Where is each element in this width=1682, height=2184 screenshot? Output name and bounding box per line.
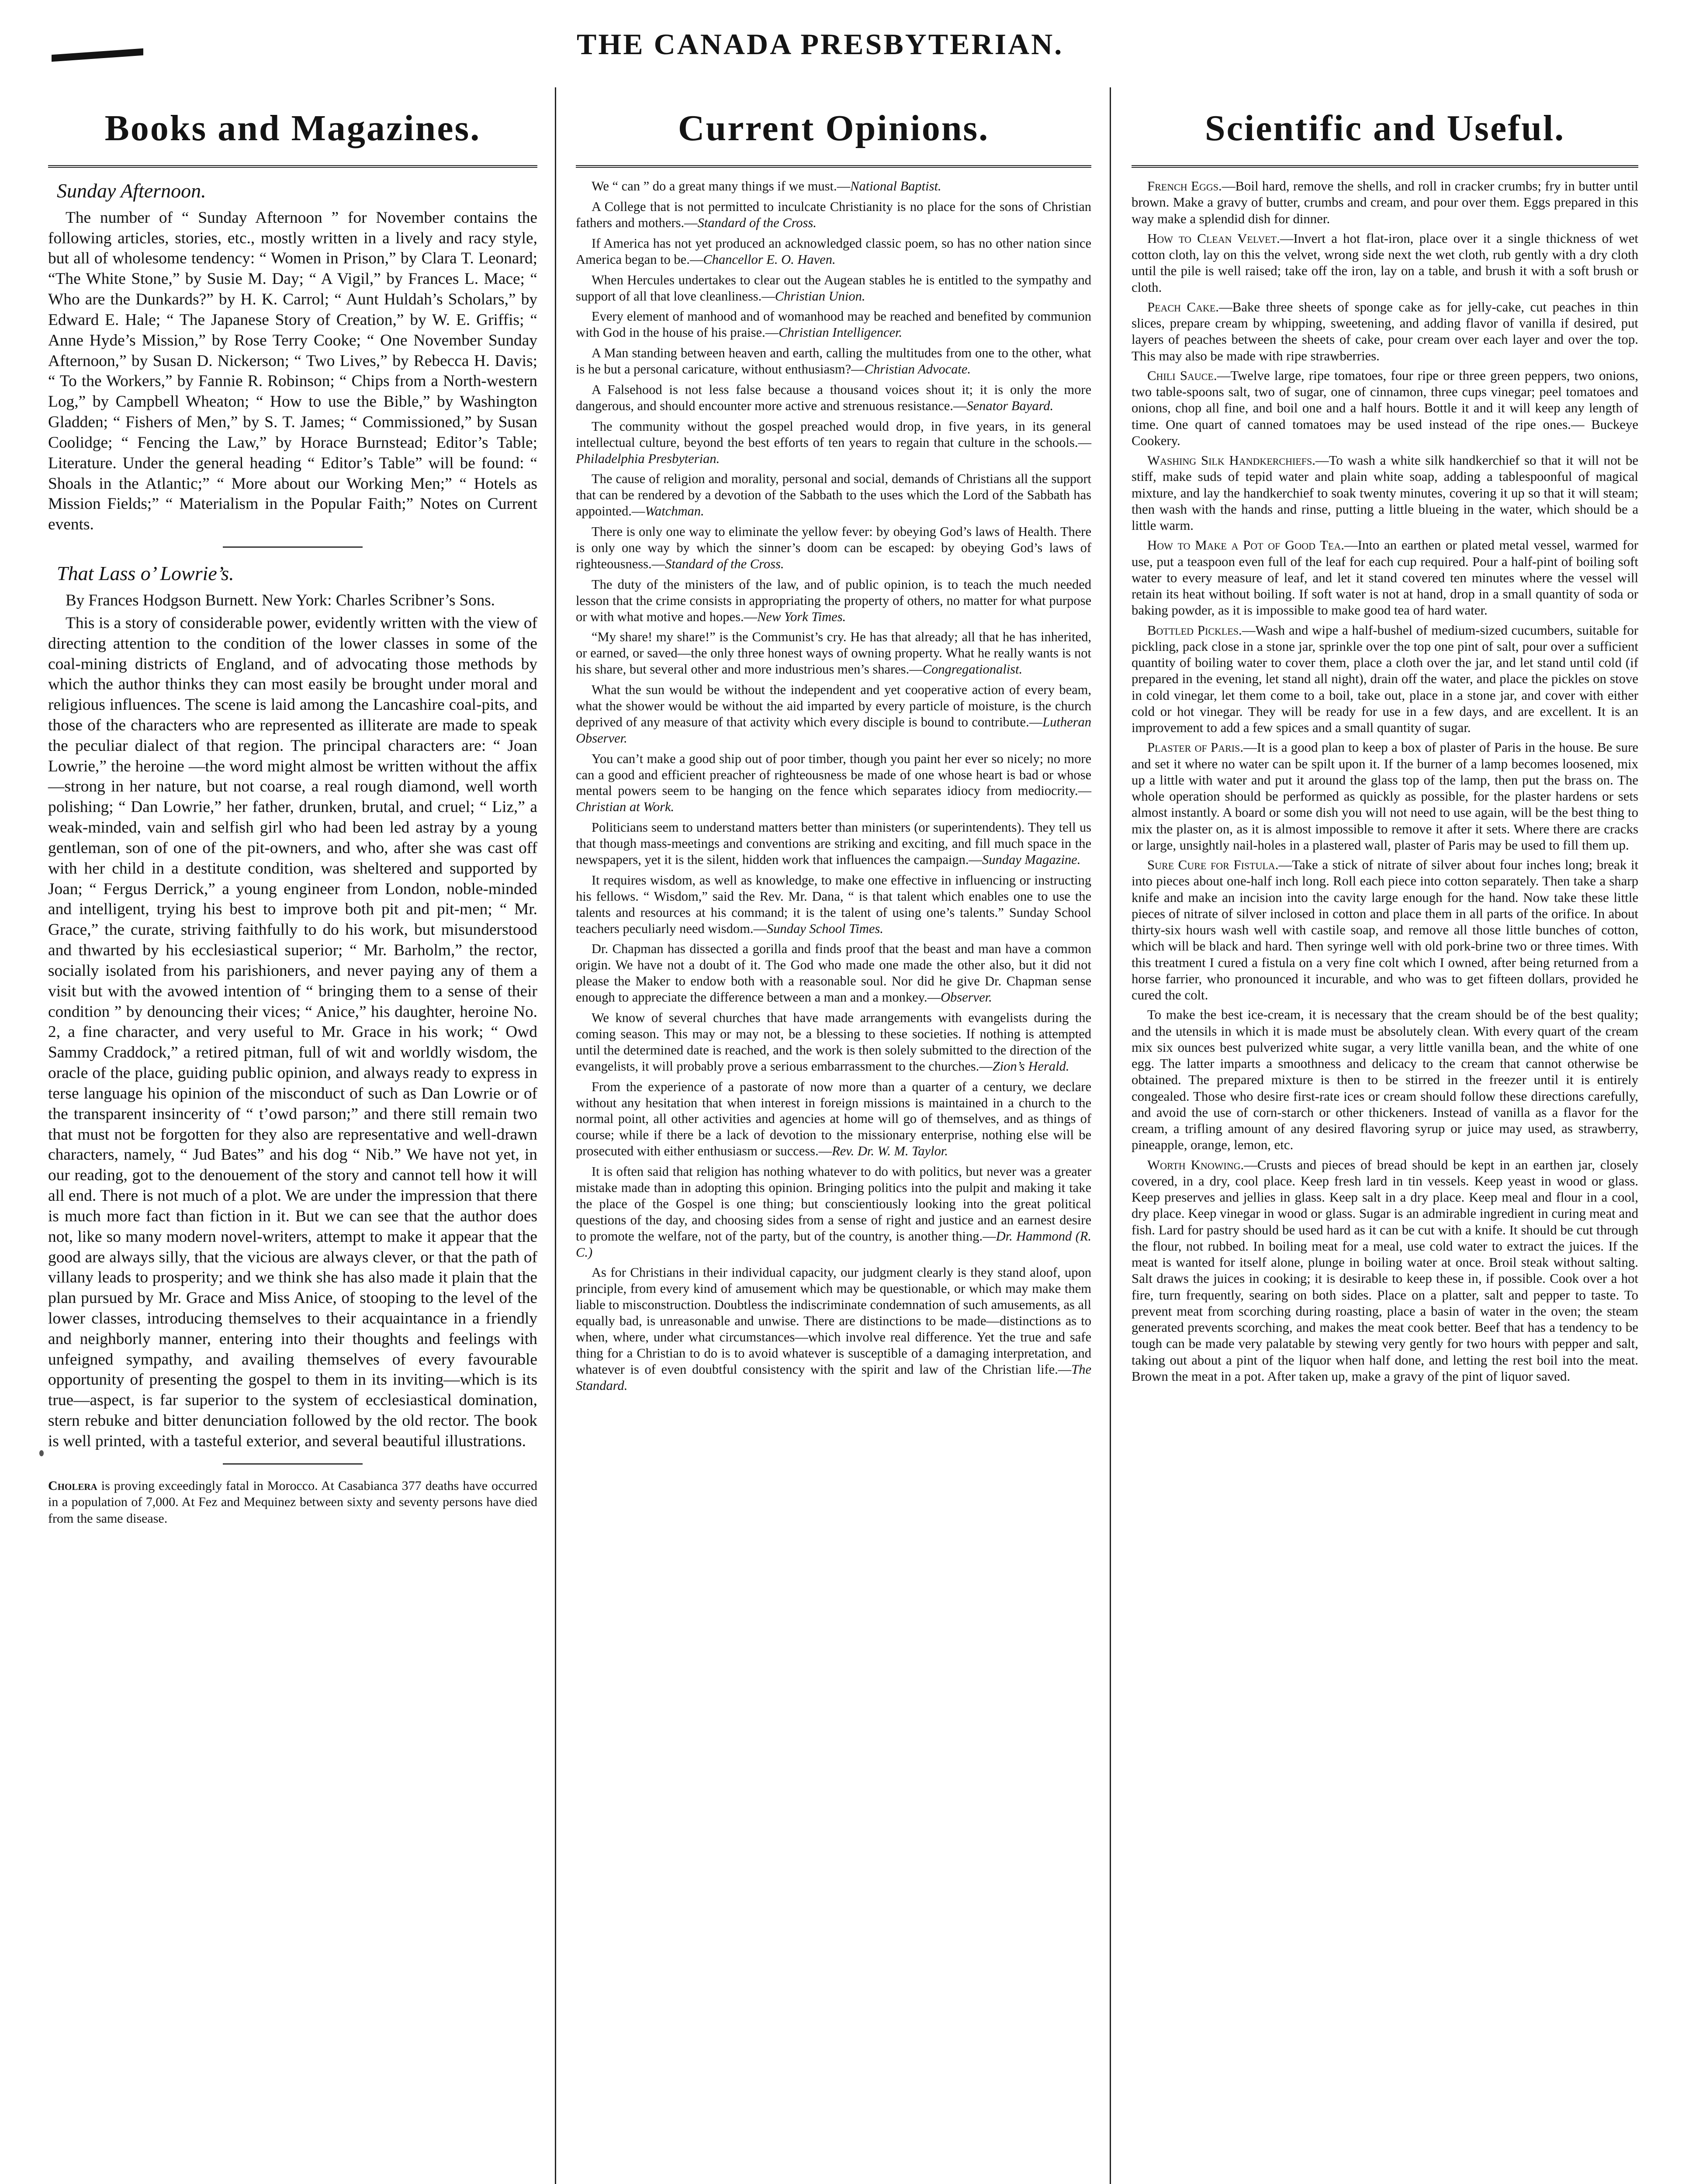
opinion-text: What the sun would be without the independent and yet cooperative action of every beam, what the shower would be without the aid imparted by every particle of moisture, is the church deprived of any measure of that activity which every disciple is bound to contribute.— xyxy=(576,682,1091,729)
column-heading: Books and Magazines. xyxy=(104,108,481,149)
recipe-text: —To wash a white silk handkerchief so that it will not be stiff, make suds of tepid water and plain white soap, adding a tablespoonful of magical mixture, and lay the handkerchief to soak twenty minutes, covering it up so that it will steam; then wash with the hands and rinse, putting a little blueing in the water, which should be a little warm. xyxy=(1132,453,1638,533)
recipe-item xyxy=(1132,622,1638,736)
recipe-text: —Crusts and pieces of bread should be kept in an earthen jar, closely covered, in a dry, cool place. Keep fresh lard in tin vessels. Keep yeast in wood or glass. Keep preserves and jellies in glass. Keep salt in a dry place. Keep meal and flour in a cool, dry place. Keep vinegar in wood or glass. Sugar is an admirable ingredient in curing meat and fish. Lard for pastry should be used hard as it can be cut with a knife. It should be cut through the flour, not rubbed. In boiling meat for a meal, use cold water to extract the juices. If the meat is wanted for itself alone, plunge in boiling water at once. Broil steak without salting. Salt draws the juices in cooking; it is desirable to keep these in, if possible. Cook over a hot fire, turn frequently, searing on both sides. Place on a platter, salt and pepper to taste. To prevent meat from scorching during roasting, place a basin of water in the oven; the steam generated prevents scorching, and makes the meat cook better. Beef that has a tendency to be tough can be made very palatable by stewing very gently for two hours with pepper and salt, taking out about a pint of the liquor when half done, and letting the rest boil into the meat. Brown the meat in a pot. After taken up, make a gravy of the pint of liquor saved. xyxy=(1132,1157,1638,1384)
column-heading: Current Opinions. xyxy=(678,108,990,149)
opinion-source: Christian Union. xyxy=(775,288,865,304)
opinion-source: The Standard. xyxy=(576,1362,1091,1393)
opinion-item xyxy=(576,751,1091,816)
review-title: Sunday Afternoon. xyxy=(57,180,206,202)
recipe-item xyxy=(1132,368,1638,449)
opinion-text: It is often said that religion has nothing whatever to do with politics, but never was a greater mistake made than in adopting this opinion. Bringing politics into the pulpit and making it take the place of the Gospel is one thing; but conscientiously looking into the great political questions of the day, and choosing sides from a sense of right and justice and an earnest desire to promote the welfare, not of the party, but of the country, is another thing.— xyxy=(576,1164,1091,1244)
recipe-list xyxy=(1132,178,1638,1385)
opinion-item xyxy=(576,345,1091,377)
recipe-title: How to Make a Pot of Good Tea. xyxy=(1147,538,1344,553)
opinion-text: A College that is not permitted to inculcate Christianity is no place for the sons of Christian fathers and mothers.— xyxy=(576,199,1091,230)
opinion-item xyxy=(576,178,1091,194)
recipe-item xyxy=(1132,299,1638,364)
opinion-text: Politicians seem to understand matters better than ministers (or superintendents). They tell us that though mass-meetings and conventions are striking and exciting, and fill much space in the newspapers, yet it is the silent, hidden work that influences the campaign.— xyxy=(576,820,1091,867)
opinion-text: As for Christians in their individual capacity, our judgment clearly is they stand aloof, upon principle, from every kind of amusement which may be questionable, or which may make them liable to misconstruction. Doubtless the indiscriminate condemnation of such amusements, as all equally bad, is unreasonable and unwise. There are distinctions to be made—distinctions as to when, where, under what circumstances—which involve real difference. Yet the true and safe thing for a Christian to do is to avoid whatever is susceptible of a damaging interpretation, and whatever is of even doubtful consistency with the spirit and law of the Christian life.— xyxy=(576,1265,1091,1377)
opinion-source: Christian Advocate. xyxy=(864,362,971,377)
recipe-title: Worth Knowing. xyxy=(1147,1157,1244,1172)
opinion-item xyxy=(576,577,1091,625)
opinion-source: Dr. Hammond (R. C.) xyxy=(576,1228,1091,1260)
opinion-source: Standard of the Cross. xyxy=(697,215,817,230)
opinion-source: Congregationalist. xyxy=(922,662,1023,677)
note-lead: Cholera xyxy=(48,1478,97,1493)
recipe-text: To make the best ice-cream, it is necessary that the cream should be of the best quality; and the utensils in which it is made must be absolutely clean. With every quart of the cream mix six ounces best pulverized white sugar, a very little vanilla bean, and the white of one egg. The latter imparts a smoothness and delicacy to the cream that cannot otherwise be obtained. The prepared mixture is then to be stirred in the freezer until it is entirely congealed. Those who desire first-rate ices or cream should follow these directions carefully, and avoid the use of corn-starch or other thickeners. Instead of vanilla as a flavor for the cream, a trifling amount of any desired flavoring syrup or juice may used, as strawberry, pineapple, orange, lemon, etc. xyxy=(1132,1007,1638,1153)
opinion-text: We “ can ” do a great many things if we must.— xyxy=(592,179,851,194)
masthead xyxy=(0,0,1682,66)
opinion-text: A Falsehood is not less false because a thousand voices shout it; it is only the more dangerous, and should encounter more active and strenuous resistance.— xyxy=(576,382,1091,413)
recipe-title: How to Clean Velvet. xyxy=(1147,231,1280,246)
opinion-source: Watchman. xyxy=(645,504,704,519)
opinion-item xyxy=(576,872,1091,937)
opinion-item xyxy=(576,272,1091,304)
opinion-source: New York Times. xyxy=(757,609,846,624)
opinion-item xyxy=(576,308,1091,341)
recipe-item xyxy=(1132,1157,1638,1385)
recipe-item xyxy=(1132,231,1638,296)
recipe-title: Chili Sauce. xyxy=(1147,368,1217,383)
recipe-text: —Twelve large, ripe tomatoes, four ripe or three green peppers, two onions, two table-spoons salt, two of sugar, one of cinnamon, three cups vinegar; peel tomatoes and onions, chop all fine, and boil one and a half hours. Bottle it and it will keep any length of time. One quart of canned tomatoes may be used instead of the ripe ones.— Buckeye Cookery. xyxy=(1132,368,1638,448)
opinion-source: Sunday School Times. xyxy=(767,921,883,936)
opinion-source: Rev. Dr. W. M. Taylor. xyxy=(832,1144,948,1159)
opinion-text: The duty of the ministers of the law, and of public opinion, is to teach the much needed lesson that the crime consists in appropriating the property of others, no matter for what purpose or with what motive and hopes.— xyxy=(576,577,1091,624)
opinion-source: Chancellor E. O. Haven. xyxy=(703,252,836,267)
recipe-item xyxy=(1132,453,1638,534)
recipe-item xyxy=(1132,857,1638,1003)
recipe-text: —Take a stick of nitrate of silver about four inches long; break it into pieces about one-half inch long. Roll each piece into cotton separately. Then take a sharp knife and make an incision into the cavity large enough for the hand. Now take these little pieces of nitrate of silver inclosed in cotton and place them in all parts of the orifice. In about thirty-six hours wash well with castile soap, and remove all those little bunches of cotton, which will be black and hard. Then syringe well with old pork-brine two or three times. With this treatment I cured a fistula on a very fine colt which I owned, after being returned from a horse farrier, who pronounced it incurable, and who was to get fifteen dollars, provided he cured the colt. xyxy=(1132,857,1638,1003)
recipe-text: —Invert a hot flat-iron, place over it a single thickness of wet cotton cloth, lay on this the velvet, wrong side next the wet cloth, rub gently with a dry cloth until the pile is well raised; take off the iron, lay on a table, and brush it with a soft brush or cloth. xyxy=(1132,231,1638,295)
article-body xyxy=(48,178,537,1527)
opinion-source: National Baptist. xyxy=(850,179,941,194)
recipe-title: Peach Cake. xyxy=(1147,299,1219,314)
opinion-text: It requires wisdom, as well as knowledge, to make one effective in influencing or instructing his fellows. “ Wisdom,” said the Rev. Mr. Dana, “ is that talent which enables one to use the talents and resources at his command; it is the talent of using one’s talents.” Sunday School teachers peculiarly need wisdom.— xyxy=(576,872,1091,936)
column-books-and-magazines xyxy=(48,92,537,2184)
opinion-item xyxy=(576,1079,1091,1159)
opinion-item xyxy=(576,819,1091,868)
recipe-text: —Bake three sheets of sponge cake as for jelly-cake, cut peaches in thin slices, prepare cream by whipping, sweetening, and adding flavor of vanilla if desired, put layers of peaches between the sheets of cake, pour cream over each layer and over the top. This may also be made with ripe strawberries. xyxy=(1132,299,1639,363)
heading-rule xyxy=(1132,165,1638,168)
newspaper-title: THE CANADA PRESBYTERIAN. xyxy=(577,28,1064,61)
opinion-text: The community without the gospel preached would drop, in five years, in its general intellectual culture, beyond the best efforts of ten years to regain that culture in the schools.— xyxy=(576,418,1091,450)
opinion-item xyxy=(576,682,1091,746)
opinion-source: Sunday Magazine. xyxy=(982,852,1081,867)
opinion-source: Lutheran Observer. xyxy=(576,714,1091,746)
recipe-item xyxy=(1132,1007,1638,1153)
opinion-item xyxy=(576,1164,1091,1260)
opinion-text: “My share! my share!” is the Communist’s cry. He has that already; all that he has inherited, or earned, or saved—the only three honest ways of owning property. What he really wants is not his share, but several other and more industrious men’s shares.— xyxy=(576,629,1091,677)
news-note xyxy=(48,1478,537,1527)
column-scientific-and-useful xyxy=(1132,92,1638,2184)
opinion-source: Christian Intelligencer. xyxy=(779,325,903,340)
opinion-source: Observer. xyxy=(941,990,992,1005)
opinion-source: Senator Bayard. xyxy=(966,398,1054,413)
opinion-text: The cause of religion and morality, personal and social, demands of Christians all the support that can be rendered by a devotion of the Sabbath to the uses which the Lord of the Sabbath has appointed.— xyxy=(576,471,1091,519)
column-heading: Scientific and Useful. xyxy=(1204,108,1565,149)
opinion-text: From the experience of a pastorate of now more than a quarter of a century, we declare without any hesitation that when interest in foreign missions is maintained in a church to the normal point, all other activities and agencies at home will go of themselves, and as things of course; while if there be a lack of devotion to the missionary enterprise, nothing else will be prosecuted with either enthusiasm or success.— xyxy=(576,1079,1091,1159)
recipe-title: Sure Cure for Fistula. xyxy=(1147,857,1279,873)
recipe-title: Plaster of Paris. xyxy=(1147,740,1244,755)
heading-rule xyxy=(48,165,537,168)
recipe-title: Washing Silk Handkerchiefs. xyxy=(1147,453,1315,468)
recipe-text: —Wash and wipe a half-bushel of medium-sized cucumbers, suitable for pickling, pack close in a stone jar, sprinkle over the top one pint of salt, pour over a sufficient quantity of boiling water to cover them, place a cloth over the jar, and let stand until cold (if prepared in the evening, let stand all night), drain off the water, and place the pickles on stove in cold vinegar, let them come to a boil, take out, place in a stone jar, and cover with either cold or hot vinegar. They will be ready for use in a few days, and are excellent. It is an improvement to add a few spices and a small quantity of sugar. xyxy=(1132,622,1638,736)
recipe-item xyxy=(1132,740,1638,854)
opinion-text: Dr. Chapman has dissected a gorilla and finds proof that the beast and man have a common origin. We have not a doubt of it. The God who made one made the other also, but it did not please the Maker to endow both with a reasonable soul. Nor did he give Dr. Chapman sense enough to appreciate the difference between a man and a monkey.— xyxy=(576,941,1091,1005)
recipe-text: —Boil hard, remove the shells, and roll in cracker crumbs; fry in butter until brown. Make a gravy of butter, crumbs and cream, and pour over them. Eggs prepared in this way make a splendid dish for dinner. xyxy=(1132,179,1638,226)
opinion-item xyxy=(576,629,1091,677)
opinion-item xyxy=(576,1265,1091,1393)
heading-rule xyxy=(576,165,1091,168)
opinion-source: Standard of the Cross. xyxy=(665,556,784,571)
recipe-text: —It is a good plan to keep a box of plaster of Paris in the house. Be sure and set it where no water can be spilt upon it. If the burner of a lamp becomes loosened, mix up a little with water and put it around the glass top of the lamp, then put the brass on. The whole operation should be performed as quickly as possible, for the plaster hardens or sets almost instantly. A board or some dish you will not need to use again, will be the best thing to mix the plaster on, as it is almost impossible to remove it after it sets. Where there are cracks or large, unsightly nail-holes in a plastered wall, plaster of Paris may be used to fill them up. xyxy=(1132,740,1638,853)
opinion-source: Christian at Work. xyxy=(576,799,675,815)
opinion-item xyxy=(576,418,1091,467)
opinion-text: We know of several churches that have made arrangements with evangelists during the coming season. This may or may not, be a blessing to these societies. If nothing is attempted until the determined date is reached, and the work is then solely submitted to the direction of the evangelists, it will probably prove a serious embarrassment to the churches.— xyxy=(576,1010,1091,1074)
printer-mark xyxy=(52,48,143,62)
opinion-text: Every element of manhood and of womanhood may be reached and benefited by communion with God in the house of his praise.— xyxy=(576,309,1091,340)
ink-smudge xyxy=(39,1450,44,1456)
opinion-item xyxy=(576,199,1091,231)
opinion-item xyxy=(576,382,1091,414)
recipe-title: French Eggs. xyxy=(1147,179,1222,194)
recipe-text: —Into an earthen or plated metal vessel, warmed for use, put a teaspoon even full of the leaf for each cup required. Pour a half-pint of boiling soft water to every measure of leaf, and let it stand covered ten minutes where the vessel will retain its heat without boiling. If soft water is not at hand, drop in a small quantity of soda or baking powder, as it is impossible to make good tea of hard water. xyxy=(1132,538,1638,618)
opinion-item xyxy=(576,524,1091,572)
recipe-title: Bottled Pickles. xyxy=(1147,622,1242,638)
review-title: That Lass o’ Lowrie’s. xyxy=(57,562,234,585)
opinion-text: There is only one way to eliminate the yellow fever: by obeying God’s laws of Health. There is only one way by which the sinner’s doom can be escaped: by obeying God’s laws of righteousness.— xyxy=(576,524,1091,571)
recipe-item xyxy=(1132,537,1638,619)
column-rule xyxy=(1110,87,1111,2184)
column-rule xyxy=(555,87,556,2184)
section-divider xyxy=(223,1463,363,1465)
section-divider xyxy=(223,546,363,548)
recipe-item xyxy=(1132,178,1638,227)
column-current-opinions xyxy=(576,92,1091,2184)
opinion-item xyxy=(576,235,1091,268)
opinion-source: Philadelphia Presbyterian. xyxy=(576,451,720,466)
opinion-item xyxy=(576,941,1091,1006)
opinion-list xyxy=(576,178,1091,1393)
opinion-text: If America has not yet produced an acknowledged classic poem, so has no other nation since America began to be.— xyxy=(576,235,1091,267)
opinion-text: You can’t make a good ship out of poor timber, though you paint her ever so nicely; no more can a good and efficient preacher of righteousness be made of one whose heart is bad or whose mental powers seem to be hanging on the fence which separates idiocy from mediocrity.— xyxy=(576,751,1091,798)
opinion-item xyxy=(576,471,1091,519)
review-byline: By Frances Hodgson Burnett. New York: Charles Scribner’s Sons. xyxy=(66,591,495,609)
opinion-text: A Man standing between heaven and earth, calling the multitudes from one to the other, what is he but a personal caricature, without enthusiasm?— xyxy=(576,346,1091,377)
note-text: is proving exceedingly fatal in Morocco. At Casabianca 377 deaths have occurred in a population of 7,000. At Fez and Mequinez between sixty and seventy persons have died from the same disease. xyxy=(48,1478,537,1526)
review-text: The number of “ Sunday Afternoon ” for November contains the following articles, stories, etc., mostly written in a lively and racy style, but all of wholesome tendency: “ Women in Prison,” by Clara T. Leonard; “The White Stone,” by Susie M. Day; “ A Vigil,” by Frances L. Mace; “ Who are the Dunkards?” by H. K. Carrol; “ Aunt Huldah’s Scholars,” by Edward E. Hale; “ The Japanese Story of Creation,” by W. E. Griffis; “ Anne Hyde’s Mission,” by Rose Terry Cooke; “ One November Sunday Afternoon,” by Susan D. Nickerson; “ Two Lives,” by Rebecca H. Davis; “ To the Workers,” by Fannie R. Robinson; “ Chips from a North-western Log,” by Campbell Wheaton; “ How to use the Bible,” by Washington Gladden; “ Fishers of Men,” by S. T. James; “ Commissioned,” by Susan Coolidge; “ Fencing the Law,” by Horace Burnstead; Editor’s Table; Literature. Under the general heading “ Editor’s Table” will be found: “ Shoals in the Atlantic;” “ More about our Working Men;” “ Hotels as Mission Fields;” “ Materialism in the Popular Faith;” Notes on Current events. xyxy=(48,208,537,534)
opinion-item xyxy=(576,1010,1091,1075)
opinion-text: When Hercules undertakes to clear out the Augean stables he is entitled to the sympathy and support of all that love cleanliness.— xyxy=(576,272,1091,304)
opinion-source: Zion’s Herald. xyxy=(992,1058,1069,1074)
review-text: This is a story of considerable power, evidently written with the view of directing attention to the condition of the lower classes in some of the coal-mining districts of England, and of advocating those methods by which the author thinks they can most easily be brought under moral and religious influences. The scene is laid among the Lancashire coal-pits, and those of the characters who are represented as illiterate are made to speak the peculiar dialect of that region. The principal characters are: “ Joan Lowrie,” the heroine —the word might almost be written without the affix —strong in her nature, but not coarse, a real rough diamond, well worth polishing; “ Dan Lowrie,” her father, drunken, brutal, and cruel; “ Liz,” a weak-minded, vain and selfish girl who had been led astray by a young gentleman, son of one of the pit-owners, and who, after she was cast off with her child in a destitute condition, was sheltered and supported by Joan; “ Fergus Derrick,” a young engineer from London, noble-minded and intelligent, trying his best to improve both pit and pit-men; “ Mr. Grace,” the curate, striving faithfully to do his work, but misunderstood and thwarted by his ecclesiastical superior; “ Mr. Barholm,” the rector, socially isolated from his parishioners, and never paying any of them a visit but with the avowed intention of “ bringing them to a sense of their condition ” by denouncing their vices; “ Anice,” his daughter, heroine No. 2, a fine character, and very useful to Mr. Grace in his work; “ Owd Sammy Craddock,” a retired pitman, full of wit and worldly wisdom, the oracle of the place, guiding public opinion, and always ready to express in terse language his opinion of the misconduct of such as Dan Lowrie or of the transparent insincerity of “ t’owd parson;” and there still remain two that must not be forgotten for they also are representative and well-drawn characters, namely, “ Jud Bates” and his dog “ Nib.” We have not yet, in our reading, got to the denouement of the story and cannot tell how it will all end. There is not much of a plot. We are under the impression that there is much more fact than fiction in it. But we can see that the author does not, like so many modern novel-writers, attempt to make it appear that the good are always silly, that the vicious are always clever, or that the path of villany leads to prosperity; and we think she has also made it plain that the plan pursued by Mr. Grace and Miss Anice, of stooping to the level of the lower classes, introducing themselves to their acquaintance in a friendly and neighborly manner, entering into their thoughts and feelings with unfeigned sympathy, and availing themselves of every favourable opportunity of presenting the gospel to them in its inviting—which is its true—aspect, is far superior to the system of ecclesiastical domination, stern rebuke and bitter denunciation followed by the old rector. The book is well printed, with a tasteful exterior, and several beautiful illustrations. xyxy=(48,614,537,1450)
